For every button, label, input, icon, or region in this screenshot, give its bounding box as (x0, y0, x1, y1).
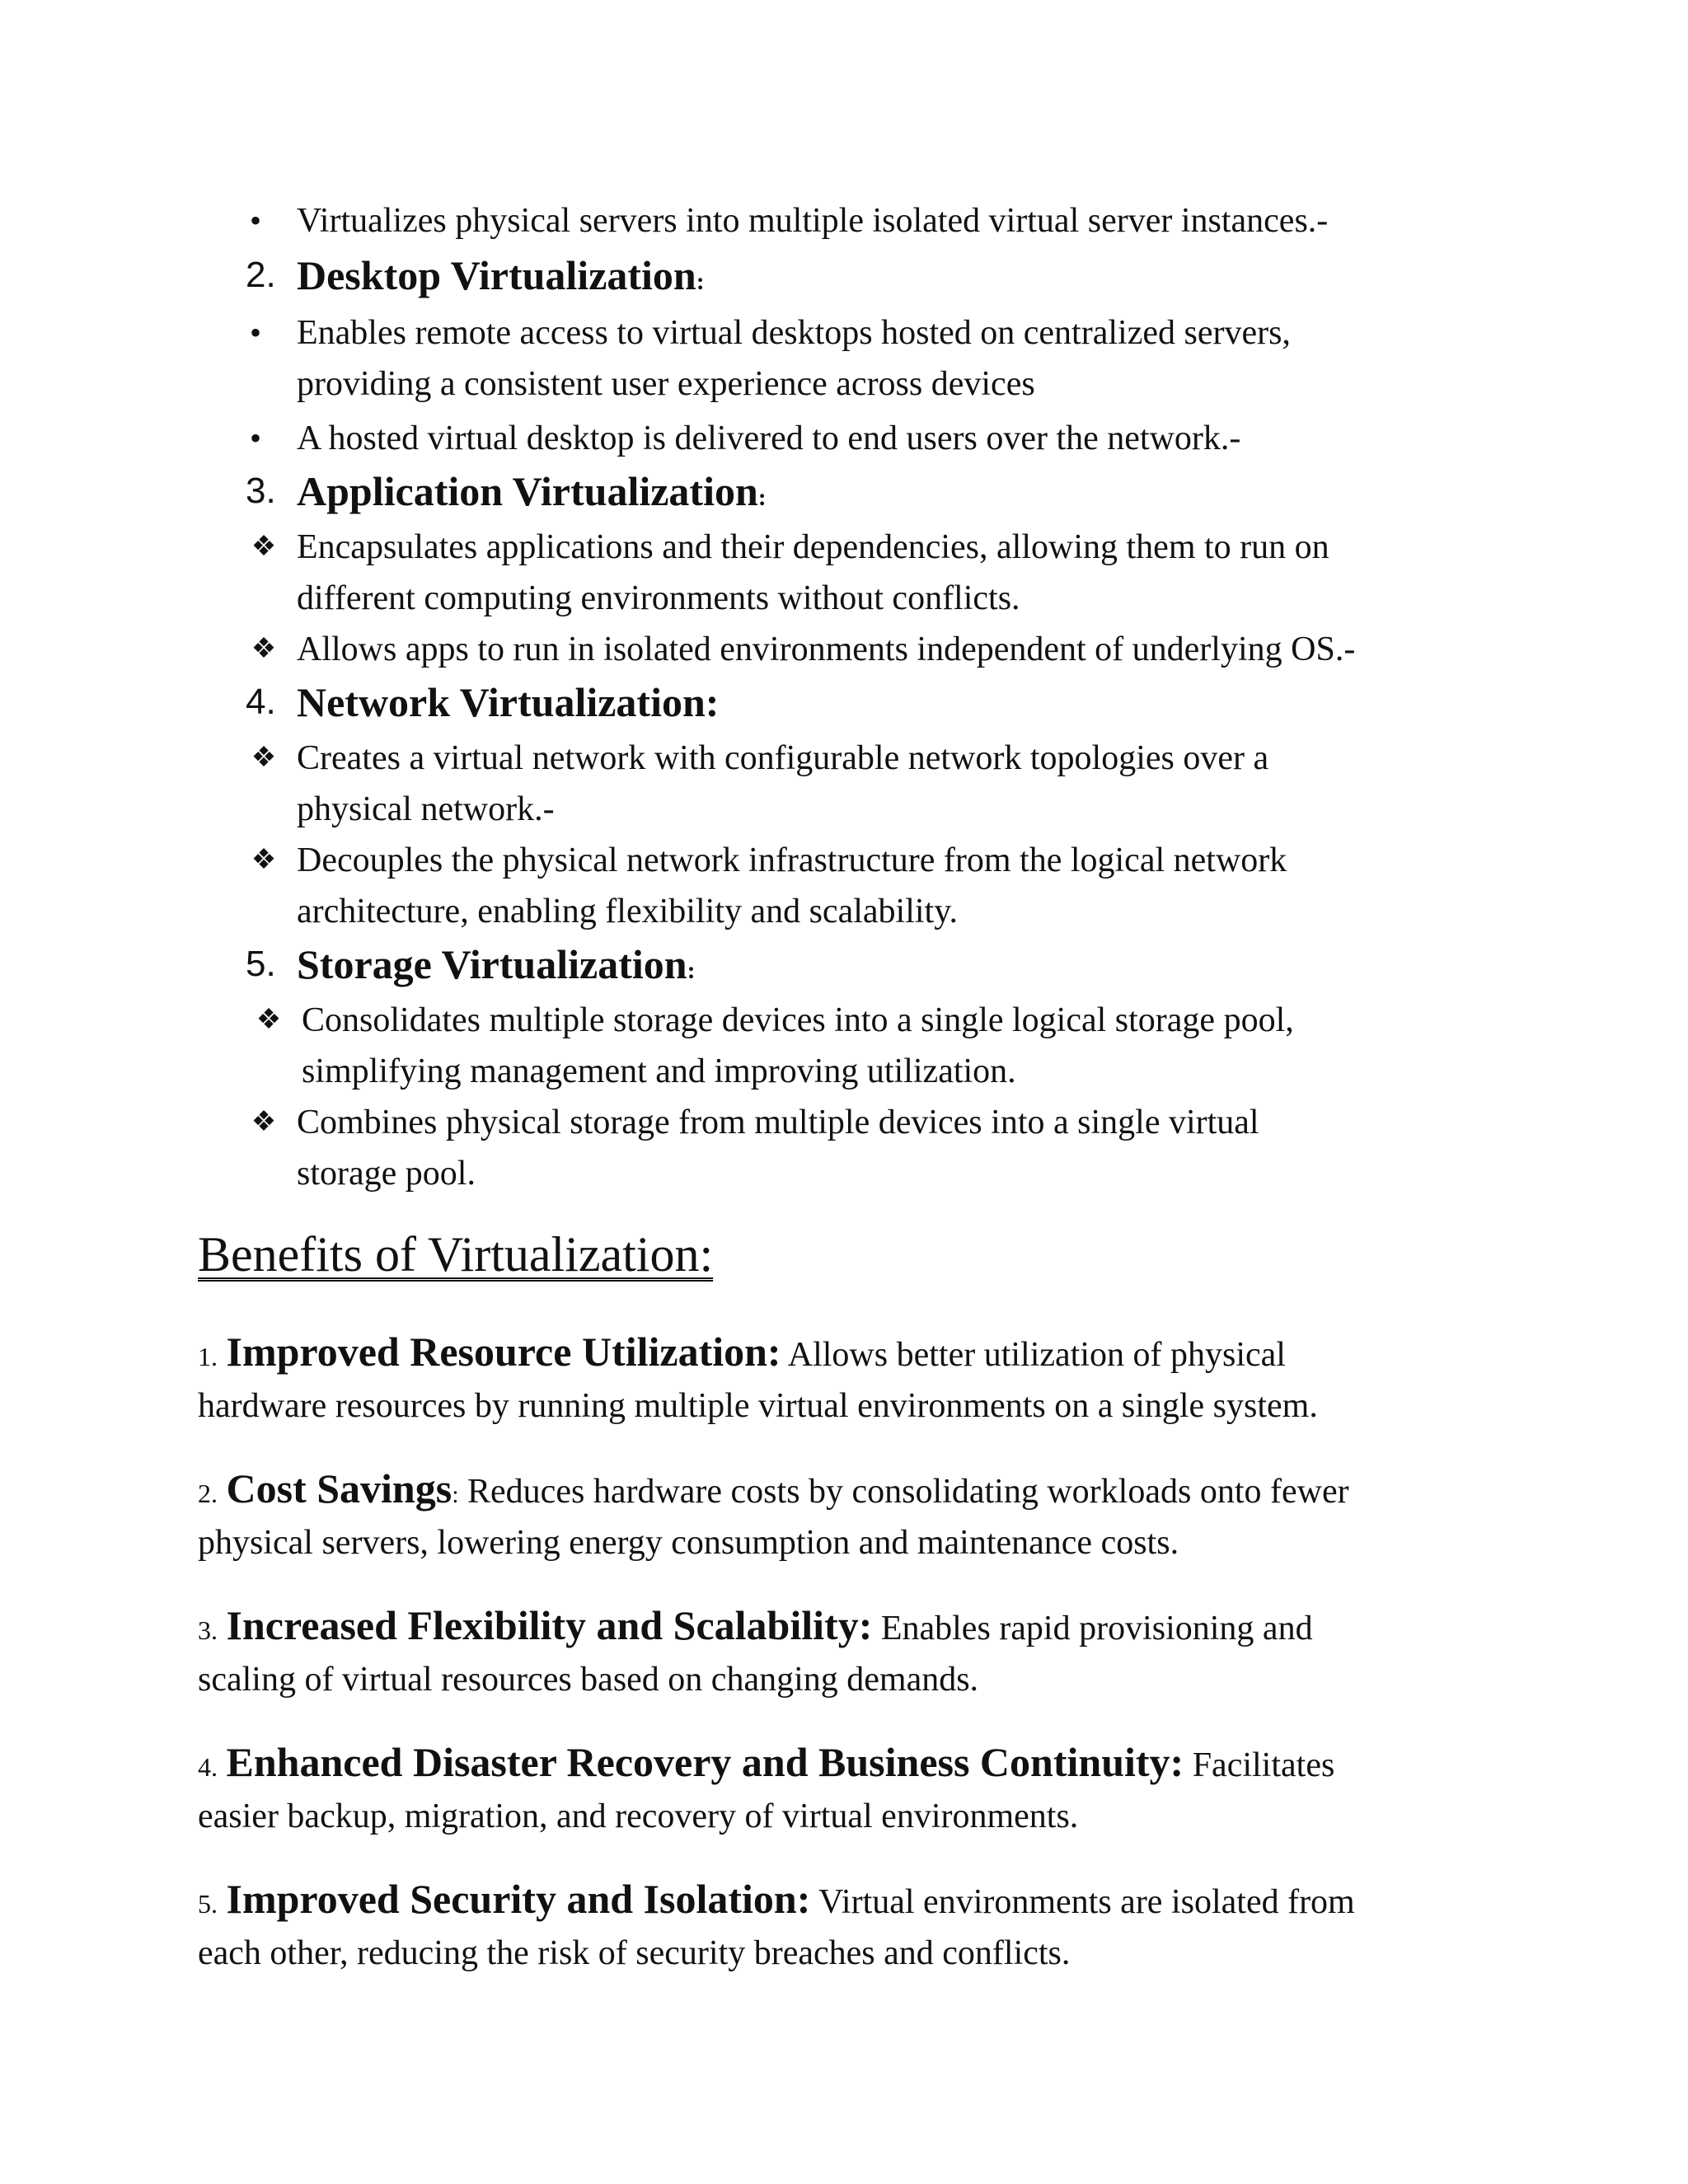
bullet-text: physical network.- (297, 790, 555, 828)
benefit-number: 3. (198, 1615, 218, 1645)
section-number: 2. (246, 255, 276, 295)
section-number: 5. (246, 944, 276, 984)
benefit-text: hardware resources by running multiple virtual environments on a single system. (198, 1387, 1318, 1425)
benefit-text: Virtual environments are isolated from (810, 1883, 1355, 1921)
bullet-diamond-icon: ❖ (251, 532, 277, 562)
bullet-text: Encapsulates applications and their dependencies, allowing them to run on (297, 528, 1329, 566)
bullet-dot-icon: • (249, 202, 261, 239)
bullet-text: different computing environments without conflicts. (297, 579, 1020, 617)
benefit-text: scaling of virtual resources based on changing demands. (198, 1661, 979, 1699)
benefit-item-continuation (198, 1932, 1070, 1975)
bullet-text: Allows apps to run in isolated environments independent of underlying OS.- (297, 630, 1356, 668)
benefit-item-continuation (198, 1795, 1078, 1838)
benefit-item-continuation (198, 1658, 978, 1701)
benefit-heading: Improved Resource Utilization: (226, 1329, 781, 1375)
benefit-text: Reduces hardware costs by consolidating workloads onto fewer (458, 1473, 1349, 1511)
benefit-colon: : (452, 1481, 459, 1508)
benefit-text: physical servers, lowering energy consumption and maintenance costs. (198, 1524, 1179, 1562)
benefit-text: each other, reducing the risk of security breaches and conflicts. (198, 1934, 1071, 1972)
benefits-heading: Benefits of Virtualization: (198, 1227, 714, 1282)
title-colon: : (696, 268, 705, 295)
bullet-dot-icon: • (249, 314, 261, 351)
benefit-text: easier backup, migration, and recovery of virtual environments. (198, 1797, 1079, 1835)
bullet-text: providing a consistent user experience across devices (297, 365, 1035, 403)
benefit-item-continuation (198, 1385, 1318, 1427)
benefit-item (198, 1467, 1349, 1516)
section-title: Application Virtualization (297, 468, 758, 514)
title-colon: : (687, 957, 696, 984)
bullet-diamond-icon: ❖ (251, 743, 277, 773)
title-colon: : (757, 484, 767, 511)
benefit-heading: Increased Flexibility and Scalability: (226, 1602, 873, 1648)
benefit-item (198, 1604, 1313, 1652)
bullet-dot-icon: • (249, 419, 261, 457)
benefit-number: 5. (198, 1889, 218, 1919)
bullet-diamond-icon: ❖ (251, 634, 277, 664)
benefit-heading: Enhanced Disaster Recovery and Business Continuity: (226, 1739, 1184, 1785)
benefit-number: 1. (198, 1342, 218, 1371)
benefit-heading: Cost Savings (226, 1465, 452, 1511)
bullet-text: Decouples the physical network infrastructure from the logical network (297, 841, 1287, 879)
benefit-text: Enables rapid provisioning and (872, 1610, 1313, 1647)
section-title: Storage Virtualization (297, 941, 687, 987)
bullet-text: architecture, enabling flexibility and scalability. (297, 893, 958, 930)
bullet-text: Creates a virtual network with configurable network topologies over a (297, 739, 1269, 777)
benefit-item-continuation (198, 1521, 1179, 1564)
bullet-diamond-icon: ❖ (251, 845, 277, 875)
section-number: 4. (246, 682, 276, 722)
benefit-text: Facilitates (1184, 1746, 1335, 1784)
section-title: Desktop Virtualization (297, 252, 696, 298)
bullet-diamond-icon: ❖ (256, 1005, 282, 1035)
bullet-text: simplifying management and improving utilization. (302, 1052, 1016, 1090)
bullet-text: Combines physical storage from multiple devices into a single virtual (297, 1104, 1259, 1141)
benefit-item (198, 1330, 1286, 1378)
benefit-heading: Improved Security and Isolation: (226, 1876, 811, 1922)
benefit-item (198, 1877, 1355, 1925)
benefit-number: 2. (198, 1479, 218, 1508)
bullet-text: Virtualizes physical servers into multiple isolated virtual server instances.- (297, 202, 1329, 240)
benefit-number: 4. (198, 1752, 218, 1782)
bullet-text: storage pool. (297, 1155, 476, 1193)
section-number: 3. (246, 471, 276, 511)
section-title: Network Virtualization: (297, 679, 720, 725)
bullet-text: A hosted virtual desktop is delivered to end users over the network.- (297, 419, 1241, 457)
benefit-text: Allows better utilization of physical (781, 1336, 1286, 1374)
benefit-item (198, 1741, 1334, 1788)
bullet-text: Enables remote access to virtual desktops hosted on centralized servers, (297, 314, 1291, 352)
bullet-diamond-icon: ❖ (251, 1107, 277, 1137)
bullet-text: Consolidates multiple storage devices into a single logical storage pool, (302, 1001, 1294, 1039)
